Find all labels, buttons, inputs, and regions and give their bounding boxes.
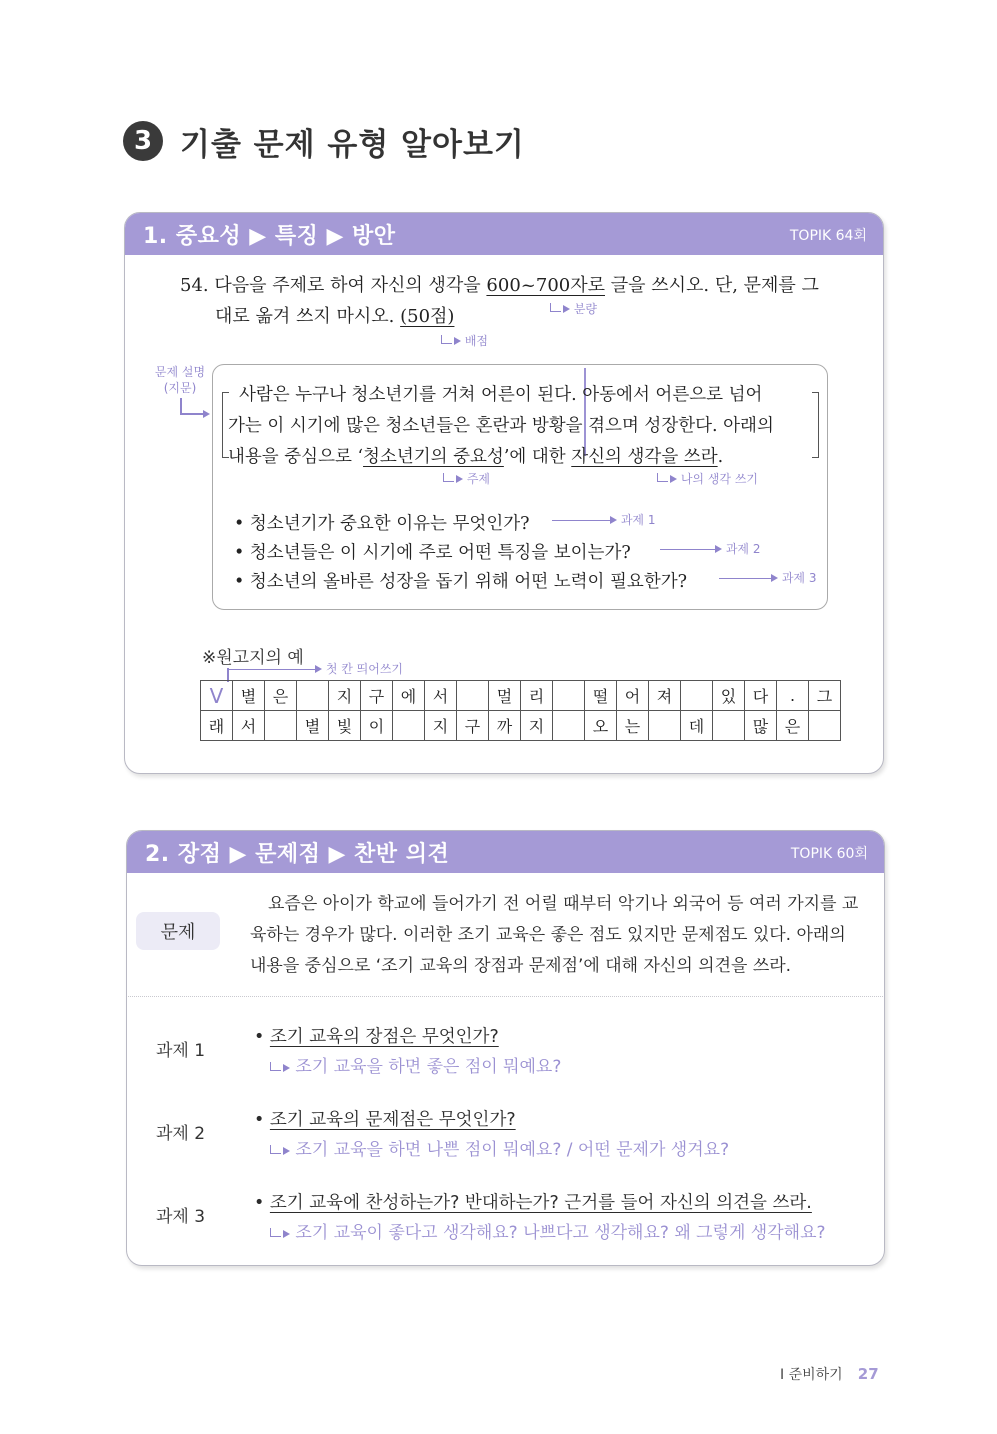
passage-topic-underline: 청소년기의 중요성 [363, 447, 504, 467]
bullet-2: • 청소년들은 이 시기에 주로 어떤 특징을 보이는가? [234, 543, 631, 563]
arrowhead-icon [283, 1230, 290, 1238]
grid-cell: 서 [233, 711, 265, 741]
box2-topik-tag: TOPIK 60회 [790, 846, 868, 862]
task3-hint-text: 조기 교육이 좋다고 생각해요? 나쁘다고 생각해요? 왜 그렇게 생각해요? [295, 1223, 826, 1243]
question-length-underline: 600~700자로 [486, 275, 605, 296]
grid-cell: 그 [809, 681, 841, 711]
footer-page-number: 27 [857, 1365, 879, 1383]
arrowhead-icon [283, 1147, 290, 1155]
arrowhead-icon [456, 475, 463, 483]
manuscript-grid [200, 680, 841, 741]
task2-question: • 조기 교육의 문제점은 무엇인가? [254, 1110, 516, 1130]
note-task2 [660, 540, 760, 557]
note-arrow-icon [443, 473, 454, 482]
task1-label: 과제 1 [156, 1041, 206, 1061]
passage-line-1: 사람은 누구나 청소년기를 거쳐 어른이 된다. 아동에서 어른으로 넘어 [239, 385, 763, 405]
arrowhead-icon [670, 475, 677, 483]
note-desc-line1: 문제 설명 [154, 365, 206, 379]
grid-cell: 멀 [489, 681, 521, 711]
grid-cell [681, 681, 713, 711]
passage-line-3 [228, 442, 818, 473]
task2-hint-text: 조기 교육을 하면 나쁜 점이 뭐예요? / 어떤 문제가 생겨요? [295, 1140, 730, 1160]
note-arrow-icon [657, 473, 668, 482]
divider [128, 996, 883, 997]
note-score [441, 332, 488, 349]
note-task1-label: 과제 1 [620, 513, 656, 527]
grid-cell [649, 711, 681, 741]
bullet-3: • 청소년의 올바른 성장을 돕기 위해 어떤 노력이 필요한가? [234, 572, 688, 592]
note-task3-label: 과제 3 [781, 571, 817, 585]
note-task3 [719, 569, 816, 586]
arrowhead-icon [610, 516, 617, 524]
passage-line-2: 가는 이 시기에 많은 청소년들은 혼란과 방황을 겪으며 성장한다. 아래의 [228, 416, 774, 436]
question-score-underline: (50점) [400, 306, 455, 327]
grid-cell: V [201, 681, 233, 711]
grid-cell: 지 [425, 711, 457, 741]
note-arrow-icon [441, 335, 452, 344]
note-arrow-icon [550, 303, 561, 312]
task1-hint [270, 1052, 561, 1077]
grid-cell: 많 [745, 711, 777, 741]
passage-mythought-underline: 자신의 생각을 쓰라 [571, 447, 718, 467]
question-number: 54. [180, 275, 209, 296]
grid-row [201, 681, 841, 711]
grid-row [201, 711, 841, 741]
grid-cell: 지 [329, 681, 361, 711]
grid-cell [393, 711, 425, 741]
grid-title: ※원고지의 예 [202, 648, 304, 668]
question-54 [180, 270, 840, 332]
note-length [550, 300, 597, 317]
section-number-badge: 3 [123, 121, 163, 161]
question-text-2a: 대로 옮겨 쓰지 마시오. [215, 306, 401, 327]
grid-cell: 구 [361, 681, 393, 711]
note-length-label: 분량 [573, 302, 598, 316]
grid-cell [457, 681, 489, 711]
grid-cell: 서 [425, 681, 457, 711]
hint-arrow-icon [270, 1145, 281, 1154]
grid-cell: 오 [585, 711, 617, 741]
grid-cell: 지 [521, 711, 553, 741]
note-task1 [552, 511, 655, 528]
arrowhead-icon [454, 337, 461, 345]
note-topic [443, 470, 490, 487]
note-task2-label: 과제 2 [725, 542, 761, 556]
hint-arrow-icon [270, 1228, 281, 1237]
grid-cell: 빛 [329, 711, 361, 741]
grid-cell: 별 [297, 711, 329, 741]
problem-label: 문제 [136, 912, 220, 950]
note-line [227, 669, 315, 671]
box1-header [125, 213, 883, 255]
page-footer [780, 1364, 879, 1384]
task3-hint [270, 1218, 826, 1243]
task1-hint-text: 조기 교육을 하면 좋은 점이 뭐예요? [295, 1057, 562, 1077]
task3-label: 과제 3 [156, 1207, 206, 1227]
arrowhead-icon [715, 545, 722, 553]
task1-question: • 조기 교육의 장점은 무엇인가? [254, 1027, 499, 1047]
grid-cell [713, 711, 745, 741]
note-description [150, 364, 210, 396]
box1-topik-tag: TOPIK 64회 [789, 228, 867, 244]
grid-cell: 어 [617, 681, 649, 711]
grid-cell: 래 [201, 711, 233, 741]
passage-line-3b: ’에 대한 [503, 447, 572, 467]
grid-cell: 은 [265, 681, 297, 711]
grid-cell: 에 [393, 681, 425, 711]
bullet-1: • 청소년기가 중요한 이유는 무엇인가? [234, 514, 530, 534]
box2-header-title: 2. 장점 ▶ 문제점 ▶ 찬반 의견 [145, 841, 450, 867]
task3-question: • 조기 교육에 찬성하는가? 반대하는가? 근거를 들어 자신의 의견을 쓰라. [254, 1193, 812, 1213]
box1-header-title: 1. 중요성 ▶ 특징 ▶ 방안 [143, 223, 396, 249]
task2-label: 과제 2 [156, 1124, 206, 1144]
task1-question-text: 조기 교육의 장점은 무엇인가? [269, 1027, 499, 1047]
problem-line-3: 내용을 중심으로 ‘조기 교육의 장점과 문제점’에 대해 자신의 의견을 쓰라. [250, 956, 792, 976]
arrowhead-icon [315, 665, 322, 673]
question-text-1b: 글을 쓰시오. 단, 문제를 그 [605, 275, 819, 296]
section-title: 기출 문제 유형 알아보기 [180, 127, 525, 163]
passage-text [228, 380, 818, 473]
grid-cell: 있 [713, 681, 745, 711]
grid-cell: 데 [681, 711, 713, 741]
note-mythought-label: 나의 생각 쓰기 [680, 472, 759, 486]
grid-cell [265, 711, 297, 741]
arrowhead-icon [771, 574, 778, 582]
grid-cell [809, 711, 841, 741]
grid-cell: 별 [233, 681, 265, 711]
note-first-space-label: 첫 칸 띄어쓰기 [325, 662, 404, 676]
grid-cell: 는 [617, 711, 649, 741]
grid-cell: 떨 [585, 681, 617, 711]
task2-hint [270, 1135, 729, 1160]
note-mythought [657, 470, 758, 487]
passage-line-3c: . [717, 447, 724, 467]
problem-text [250, 889, 880, 982]
arrowhead-icon [563, 305, 570, 313]
footer-chapter: I 준비하기 [780, 1367, 843, 1383]
question-text-1a: 다음을 주제로 하여 자신의 생각을 [214, 275, 487, 296]
grid-cell: 져 [649, 681, 681, 711]
grid-cell: 까 [489, 711, 521, 741]
note-line [552, 520, 610, 522]
task2-question-text: 조기 교육의 문제점은 무엇인가? [269, 1110, 516, 1130]
note-line [660, 549, 715, 551]
grid-cell: 구 [457, 711, 489, 741]
grid-cell [553, 681, 585, 711]
grid-cell [297, 681, 329, 711]
grid-cell: 은 [777, 711, 809, 741]
problem-line-1: 요즘은 아이가 학교에 들어가기 전 어릴 때부터 악기나 외국어 등 여러 가지를 교 [268, 894, 859, 914]
grid-cell: . [777, 681, 809, 711]
box2-header [127, 831, 884, 873]
grid-cell: 리 [521, 681, 553, 711]
grid-cell: 이 [361, 711, 393, 741]
task3-question-text: 조기 교육에 찬성하는가? 반대하는가? 근거를 들어 자신의 의견을 쓰라. [269, 1193, 812, 1213]
grid-cell [553, 711, 585, 741]
desc-connector-h [180, 413, 204, 415]
note-topic-label: 주제 [466, 472, 491, 486]
passage-line-3a: 내용을 중심으로 ‘ [228, 447, 364, 467]
hint-arrow-icon [270, 1062, 281, 1071]
note-line [719, 578, 771, 580]
arrowhead-icon [283, 1064, 290, 1072]
grid-cell: 다 [745, 681, 777, 711]
desc-connector [180, 398, 182, 414]
desc-arrowhead-icon [203, 410, 210, 418]
problem-line-2: 육하는 경우가 많다. 이러한 조기 교육은 좋은 점도 있지만 문제점도 있다. 아래의 [250, 925, 846, 945]
note-desc-line2: (지문) [163, 381, 197, 395]
note-score-label: 배점 [464, 334, 489, 348]
note-first-space [227, 660, 403, 677]
